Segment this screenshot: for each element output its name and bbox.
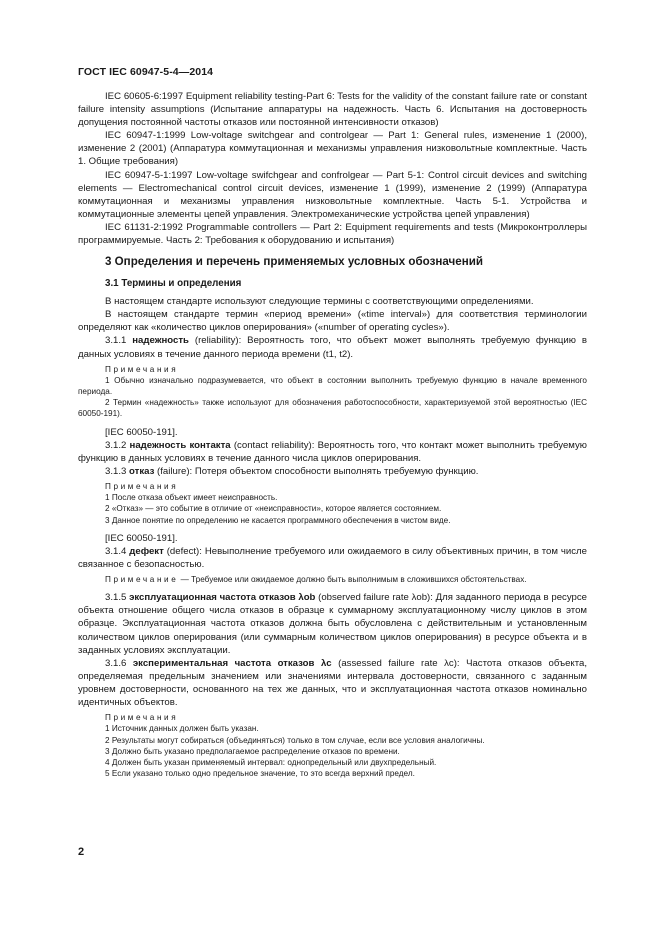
subsection-heading: 3.1 Термины и определения — [105, 278, 242, 290]
term-name: экспериментальная частота отказов λc — [132, 657, 332, 669]
note-item: 3 Должно быть указано предполагаемое распределение отказов по времени. — [105, 746, 400, 756]
term-definition — [78, 334, 587, 360]
document-header: ГОСТ IEC 60947-5-4—2014 — [78, 66, 214, 78]
term-name: надежность контакта — [129, 439, 231, 451]
term-name: дефект — [129, 545, 164, 557]
normative-reference: IEC 60947-1:1999 Low-voltage switchgear and controlgear — Part 1: General rules, изменение 1 (2000), изменение 2 (2001) (Аппаратура коммутационная и механизмы управления низковольтные комплектные. Часть 1. Общие требования) — [78, 130, 587, 168]
single-note — [78, 574, 587, 585]
notes-title: Примечания — [105, 713, 179, 723]
note-item: 5 Если указано только одно предельное значение, то это всегда верхний предел. — [105, 769, 415, 779]
term-definition — [78, 465, 587, 478]
term-text: (defect): Невыполнение требуемого или ожидаемого в силу объективных причин, в том числе связанное с безопасностью. — [78, 545, 587, 570]
term-definition — [78, 657, 587, 709]
note-item: 1 Источник данных должен быть указан. — [105, 724, 259, 734]
term-definition — [78, 545, 587, 571]
term-name: отказ — [129, 465, 155, 477]
term-number: 3.1.4 — [105, 545, 130, 557]
note-item: 4 Должен быть указан применяемый интервал: однопредельный или двухпредельный. — [105, 757, 437, 767]
source-reference: [IEC 60050-191]. — [105, 426, 178, 438]
note-title: Примечание — [105, 575, 179, 585]
intro-paragraph: В настоящем стандарте термин «период времени» («time interval») для соответствия терминологии определяют как «количество циклов оперирования» («number of operating cycles»). — [78, 309, 587, 334]
term-name: надежность — [132, 335, 189, 347]
term-text: (reliability): Вероятность того, что объект может выполнять требуемую функцию в данных условиях в течение данного периода времени (t1, t2). — [78, 335, 587, 360]
term-number: 3.1.3 — [105, 465, 130, 477]
term-name: эксплуатационная частота отказов λob — [129, 592, 316, 604]
term-number: 3.1.6 — [105, 657, 133, 669]
note-item: 2 Термин «надежность» также используют для обозначения работоспособности, характеризуемой этой вероятностью (IEC 60050-191). — [78, 398, 587, 419]
page-number: 2 — [78, 846, 85, 858]
document-body — [78, 90, 587, 779]
normative-reference: IEC 61131-2:1992 Programmable controllers — Part 2: Equipment requirements and tests (Микроконтроллеры программируемые. Часть 2: Требования к оборудованию и испытания) — [78, 221, 587, 247]
term-text: (assessed failure rate λc): Частота отказов объекта, определяемая предельным значением или значениями интервала достоверности, связанного с заданным уровнем достоверности, основанного на тех же данных, что и эксплуатационная частота отказов номинально идентичных объектов. — [78, 657, 587, 709]
term-text: (contact reliability): Вероятность того, что контакт может выполнить требуемую функцию в данных условиях в течение данного числа циклов оперирования. — [78, 439, 587, 464]
term-number: 3.1.1 — [105, 335, 133, 347]
note-item: 2 «Отказ» — это событие в отличие от «неисправности», которое является состоянием. — [105, 504, 442, 514]
term-number: 3.1.5 — [105, 592, 130, 604]
notes-title: Примечания — [105, 364, 179, 374]
normative-reference: IEC 60947-5-1:1997 Low-voltage swifchgear and confrolgear — Part 5-1: Control circuit devices and switching elements — Electromechanical control circuit devices, изменение 1 (1999), изменение 2 (1999) (Аппаратура коммутационная и механизмы управления низковольтные комплектные. Часть 5-1. Устройства и коммутационные элементы цепей управления. Электромеханические устройства цепей управления) — [78, 169, 587, 220]
note-item: 1 Обычно изначально подразумевается, что объект в состоянии выполнить требуемую функцию в начале временного периода. — [78, 375, 587, 396]
intro-paragraph: В настоящем стандарте используют следующие термины с соответствующими определениями. — [105, 296, 534, 308]
term-text: (observed failure rate λob): Для заданного периода в ресурсе объекта отношение общего числа отказов в образце к суммарному эксплуатационному числу циклов в этом образце. Эксплуатационная частота отказов должна быть обусловлена с действительным и установленным количеством циклов оперирования (или суммарным количеством циклов оперирования) в ресурсе объекта и в заданных условиях эксплуатации. — [78, 592, 587, 656]
normative-reference: IEC 60605-6:1997 Equipment reliability testing-Part 6: Tests for the validity of the constant failure rate or constant failure intensity assumptions (Испытание аппаратуры на надежность. Часть 6. Испытания на достоверность допущения постоянной частоты отказов или постоянной интенсивности отказов) — [78, 91, 587, 129]
source-reference: [IEC 60050-191]. — [105, 532, 178, 544]
note-item: 3 Данное понятие по определению не касается программного обеспечения в чистом виде. — [105, 515, 451, 525]
note-item: 2 Результаты могут собираться (объединяться) только в том случае, если все условия аналогичны. — [105, 735, 485, 745]
section-heading: 3 Определения и перечень применяемых условных обозначений — [105, 255, 483, 269]
term-definition — [78, 591, 587, 656]
term-number: 3.1.2 — [105, 439, 130, 451]
note-item: 1 После отказа объект имеет неисправность. — [105, 493, 278, 503]
term-definition — [78, 439, 587, 465]
notes-title: Примечания — [105, 481, 179, 491]
note-text: — Требуемое или ожидаемое должно быть выполнимым в сложившихся обстоятельствах. — [178, 575, 527, 585]
term-text: (failure): Потеря объектом способности выполнять требуемую функцию. — [154, 465, 479, 477]
